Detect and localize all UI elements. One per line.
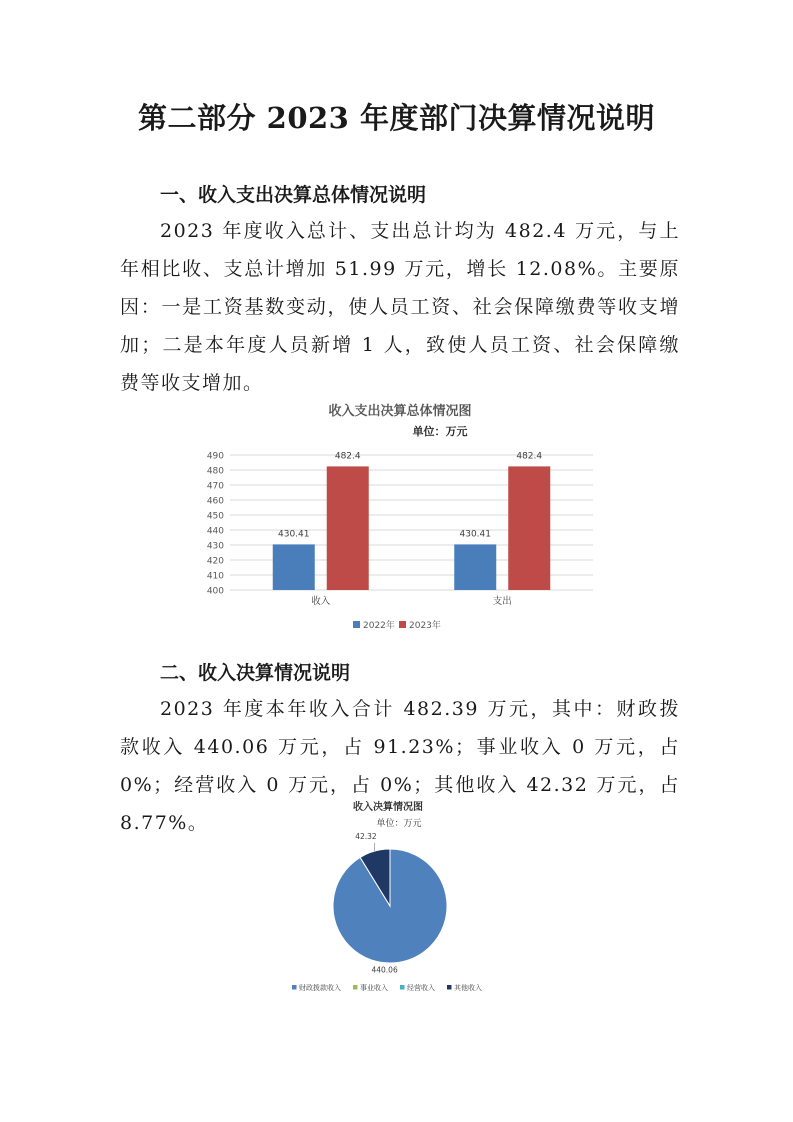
section-paragraph-overall <box>120 212 680 402</box>
data-label: 482.4 <box>516 451 543 462</box>
data-label: 430.41 <box>278 529 310 540</box>
legend-swatch <box>400 985 405 990</box>
chart-title: 收入支出决算总体情况图 <box>328 404 472 419</box>
data-label: 440.06 <box>371 965 398 975</box>
y-tick-label: 420 <box>206 556 224 567</box>
legend-label: 2023年 <box>409 621 441 631</box>
y-tick-label: 480 <box>206 466 224 477</box>
y-tick-label: 470 <box>206 481 224 492</box>
legend-label: 经营收入 <box>407 984 435 992</box>
data-label: 430.41 <box>459 529 491 540</box>
bar <box>508 466 550 590</box>
x-tick-label: 收入 <box>311 596 331 607</box>
y-tick-label: 490 <box>206 451 224 462</box>
bar <box>454 544 496 590</box>
legend-swatch <box>292 985 297 990</box>
bar-chart <box>195 398 605 640</box>
chart-title: 收入决算情况图 <box>353 802 423 813</box>
page-title: 第二部分 2023 年度部门决算情况说明 <box>138 101 655 135</box>
legend-label: 2022年 <box>363 621 395 631</box>
x-tick-label: 支出 <box>492 596 512 607</box>
pie-chart <box>260 796 550 1001</box>
chart-subtitle: 单位：万元 <box>412 425 468 438</box>
y-tick-label: 440 <box>206 526 224 537</box>
legend-swatch <box>353 985 358 990</box>
y-tick-label: 450 <box>206 511 224 522</box>
legend-label: 事业收入 <box>360 984 388 992</box>
legend-swatch <box>353 621 360 628</box>
y-tick-label: 410 <box>206 571 224 582</box>
y-tick-label: 460 <box>206 496 224 507</box>
y-tick-label: 430 <box>206 541 224 552</box>
section-heading-overall: 一、收入支出决算总体情况说明 <box>160 184 427 206</box>
data-label: 42.32 <box>355 832 377 841</box>
legend-swatch <box>447 985 452 990</box>
bar <box>327 466 369 590</box>
legend-label: 财政拨款收入 <box>299 984 341 992</box>
section-heading-income: 二、收入决算情况说明 <box>160 662 351 684</box>
legend-swatch <box>399 621 406 628</box>
legend-label: 其他收入 <box>454 984 482 992</box>
bar <box>273 544 315 590</box>
y-tick-label: 400 <box>206 586 224 597</box>
data-label: 482.4 <box>334 451 361 462</box>
paragraph-text: 2023 年度本年收入合计 482.39 万元，其中：财政拨款收入 440.06 万元，占 91.23%；事业收入 0 万元，占 0%；经营收入 0 万元，占 0%；其他收入 42.32 万元，占 8.77%。 <box>120 698 680 834</box>
paragraph-text: 2023 年度收入总计、支出总计均为 482.4 万元，与上年相比收、支总计增加 51.99 万元，增长 12.08%。主要原因：一是工资基数变动，使人员工资、社会保障缴费等收支增加；二是本年度人员新增 1 人，致使人员工资、社会保障缴费等收支增加。 <box>120 220 680 394</box>
chart-subtitle: 单位：万元 <box>376 819 422 829</box>
